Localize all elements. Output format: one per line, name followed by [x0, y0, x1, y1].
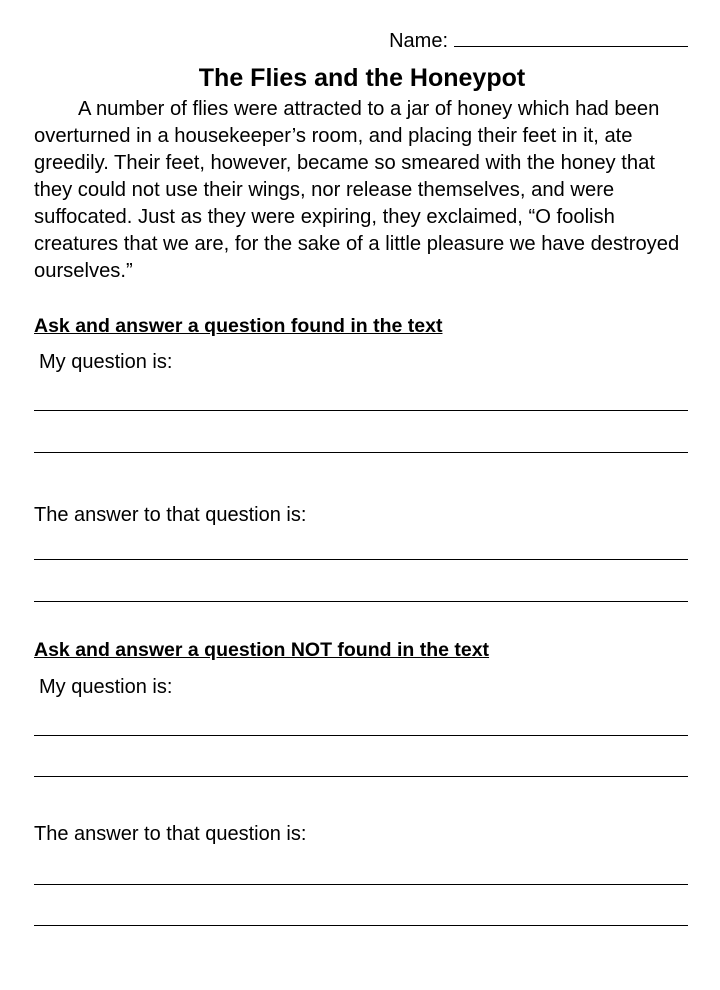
question-label: My question is:: [39, 351, 173, 373]
name-blank-line[interactable]: [454, 26, 688, 47]
answer-line[interactable]: [34, 452, 688, 453]
answer-line[interactable]: [34, 559, 688, 560]
answer-line[interactable]: [34, 601, 688, 602]
answer-line[interactable]: [34, 776, 688, 777]
section-heading-found-in-text: Ask and answer a question found in the text: [34, 315, 443, 337]
answer-line[interactable]: [34, 925, 688, 926]
name-field: [389, 26, 688, 53]
story-title: The Flies and the Honeypot: [198, 64, 526, 92]
answer-label: The answer to that question is:: [34, 504, 307, 526]
answer-line[interactable]: [34, 884, 688, 885]
answer-line[interactable]: [34, 410, 688, 411]
answer-line[interactable]: [34, 735, 688, 736]
name-label: Name:: [389, 30, 448, 52]
answer-label: The answer to that question is:: [34, 823, 307, 845]
question-label: My question is:: [39, 676, 173, 698]
section-heading-not-found-in-text: Ask and answer a question NOT found in the text: [34, 639, 490, 661]
story-text: A number of flies were attracted to a jar of honey which had been overturned in a housekeeper’s room, and placing their feet in it, ate greedily. Their feet, however, became so smeared with the honey that they could not use their wings, nor release themselves, and were suffocated. Just as they were expiring, they exclaimed, “O foolish creatures that we are, for the sake of a little pleasure we have destroyed ourselves.”: [34, 98, 680, 282]
